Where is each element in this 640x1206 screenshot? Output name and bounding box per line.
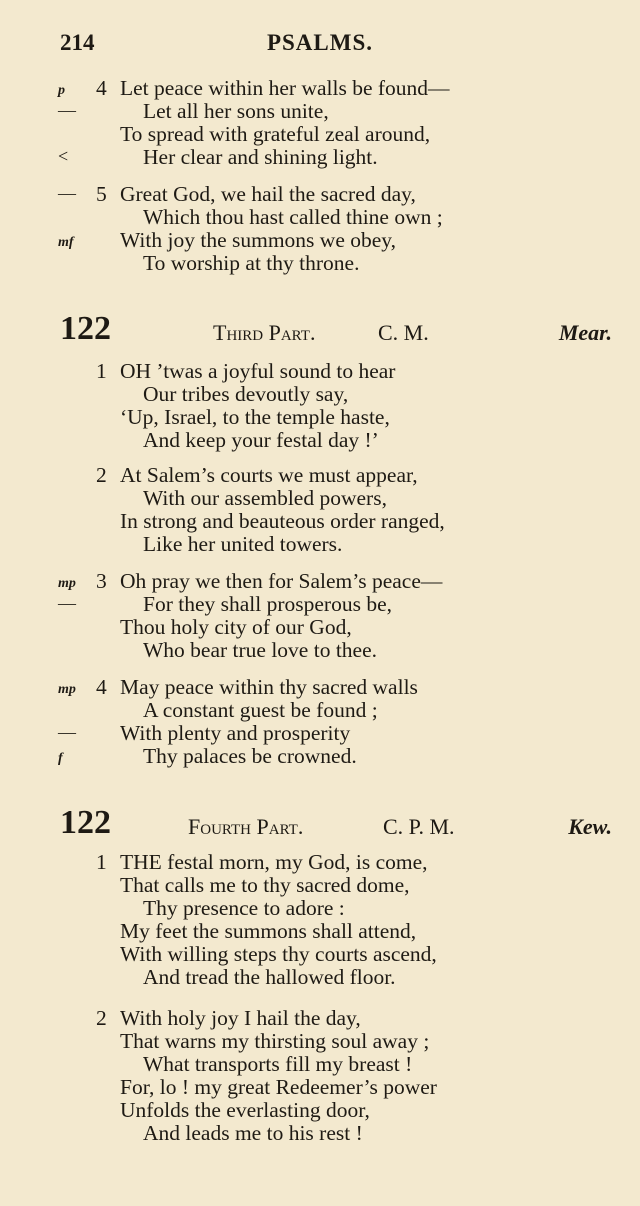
verse-number: 2 [96, 1006, 107, 1030]
verse-line [0, 699, 640, 722]
verse-text: What transports fill my breast ! [143, 1052, 413, 1076]
page-number: 214 [60, 30, 95, 55]
verse-line [0, 77, 640, 100]
verse-text: With plenty and prosperity [120, 721, 351, 745]
verse-text: Let peace within her walls be found— [120, 76, 450, 100]
verse-text: Oh pray we then for Salem’s peace— [120, 569, 443, 593]
verse-text: OH ’twas a joyful sound to hear [120, 359, 396, 383]
dynamic-mark: — [58, 183, 76, 203]
verse-text: My feet the summons shall attend, [120, 919, 417, 943]
verse-line [0, 745, 640, 768]
verse-text: Great God, we hail the sacred day, [120, 182, 416, 206]
verse-line [0, 533, 640, 556]
verse-number: 4 [96, 675, 107, 699]
stanza [0, 77, 640, 169]
verse-text: Thy presence to adore : [143, 896, 345, 920]
verse-text: With joy the summons we obey, [120, 228, 397, 252]
page-header [0, 30, 640, 62]
verse-text: For, lo ! my great Redeemer’s power [120, 1075, 437, 1099]
stanza [0, 676, 640, 768]
verse-line [0, 897, 640, 920]
verse-number: 1 [96, 359, 107, 383]
verse-text: May peace within thy sacred walls [120, 675, 418, 699]
verse-text: Thou holy city of our God, [120, 615, 352, 639]
hymn-number: 122 [60, 804, 111, 841]
hymn-heading [0, 804, 640, 844]
verse-line [0, 639, 640, 662]
stanza [0, 360, 640, 452]
dynamic-mark: — [58, 100, 76, 120]
hymn-number: 122 [60, 310, 111, 347]
dynamic-mark: — [58, 722, 76, 742]
verse-line [0, 252, 640, 275]
verse-text: With willing steps thy courts ascend, [120, 942, 437, 966]
tune-name: Mear. [558, 320, 612, 345]
verse-text: And tread the hallowed floor. [143, 965, 396, 989]
verse-text: In strong and beauteous order ranged, [120, 509, 445, 533]
verse-line [0, 406, 640, 429]
verse-text: Who bear true love to thee. [143, 638, 378, 662]
verse-number: 2 [96, 463, 107, 487]
stanza [0, 183, 640, 275]
hymn-meter: C. P. M. [383, 814, 455, 839]
dynamic-mark: p [58, 83, 65, 98]
verse-text: Her clear and shining light. [143, 145, 378, 169]
verse-line [0, 943, 640, 966]
dynamic-mark: mf [58, 235, 74, 250]
verse-line [0, 1053, 640, 1076]
dynamic-mark: mp [58, 682, 76, 697]
hymn-heading [0, 310, 640, 350]
stanza [0, 464, 640, 556]
verse-text: Unfolds the everlasting door, [120, 1098, 370, 1122]
verse-line [0, 429, 640, 452]
verse-line [0, 1076, 640, 1099]
verse-text: And keep your festal day !’ [143, 428, 379, 452]
verse-line [0, 146, 640, 169]
verse-text: Our tribes devoutly say, [143, 382, 349, 406]
verse-text: A constant guest be found ; [143, 698, 378, 722]
verse-line [0, 1099, 640, 1122]
dynamic-mark: f [58, 751, 63, 766]
verse-text: Thy palaces be crowned. [143, 744, 357, 768]
hymn-meter: C. M. [378, 320, 429, 345]
verse-line [0, 206, 640, 229]
verse-text: To worship at thy throne. [143, 251, 360, 275]
verse-number: 4 [96, 76, 107, 100]
stanza [0, 1007, 640, 1145]
verse-line [0, 183, 640, 206]
verse-line [0, 920, 640, 943]
verse-number: 3 [96, 569, 107, 593]
stanza [0, 570, 640, 662]
hymn-part: Third Part. [213, 320, 316, 345]
verse-line [0, 383, 640, 406]
verse-line [0, 123, 640, 146]
verse-text: That warns my thirsting soul away ; [120, 1029, 430, 1053]
verse-text: With our assembled powers, [143, 486, 387, 510]
tune-name: Kew. [568, 814, 612, 839]
verse-line [0, 593, 640, 616]
verse-line [0, 966, 640, 989]
running-title: PSALMS. [266, 30, 374, 55]
verse-text: For they shall prosperous be, [143, 592, 393, 616]
verse-number: 1 [96, 850, 107, 874]
verse-text: With holy joy I hail the day, [120, 1006, 361, 1030]
hymn-part: Fourth Part. [188, 814, 304, 839]
verse-text: ‘Up, Israel, to the temple haste, [120, 405, 390, 429]
verse-number: 5 [96, 182, 107, 206]
verse-line [0, 874, 640, 897]
verse-line [0, 100, 640, 123]
verse-line [0, 1030, 640, 1053]
verse-line [0, 229, 640, 252]
verse-line [0, 722, 640, 745]
verse-line [0, 616, 640, 639]
verse-line [0, 851, 640, 874]
verse-text: THE festal morn, my God, is come, [120, 850, 428, 874]
verse-line [0, 570, 640, 593]
verse-line [0, 676, 640, 699]
verse-text: Which thou hast called thine own ; [143, 205, 443, 229]
dynamic-mark: — [58, 593, 76, 613]
verse-line [0, 487, 640, 510]
dynamic-mark: mp [58, 576, 76, 591]
verse-line [0, 1122, 640, 1145]
dynamic-mark: < [58, 146, 69, 166]
verse-text: And leads me to his rest ! [143, 1121, 363, 1145]
stanza [0, 851, 640, 989]
verse-text: Like her united towers. [143, 532, 343, 556]
verse-line [0, 1007, 640, 1030]
verse-line [0, 464, 640, 487]
verse-text: Let all her sons unite, [143, 99, 329, 123]
verse-text: To spread with grateful zeal around, [120, 122, 431, 146]
verse-line [0, 510, 640, 533]
verse-line [0, 360, 640, 383]
verse-text: That calls me to thy sacred dome, [120, 873, 410, 897]
verse-text: At Salem’s courts we must appear, [120, 463, 418, 487]
